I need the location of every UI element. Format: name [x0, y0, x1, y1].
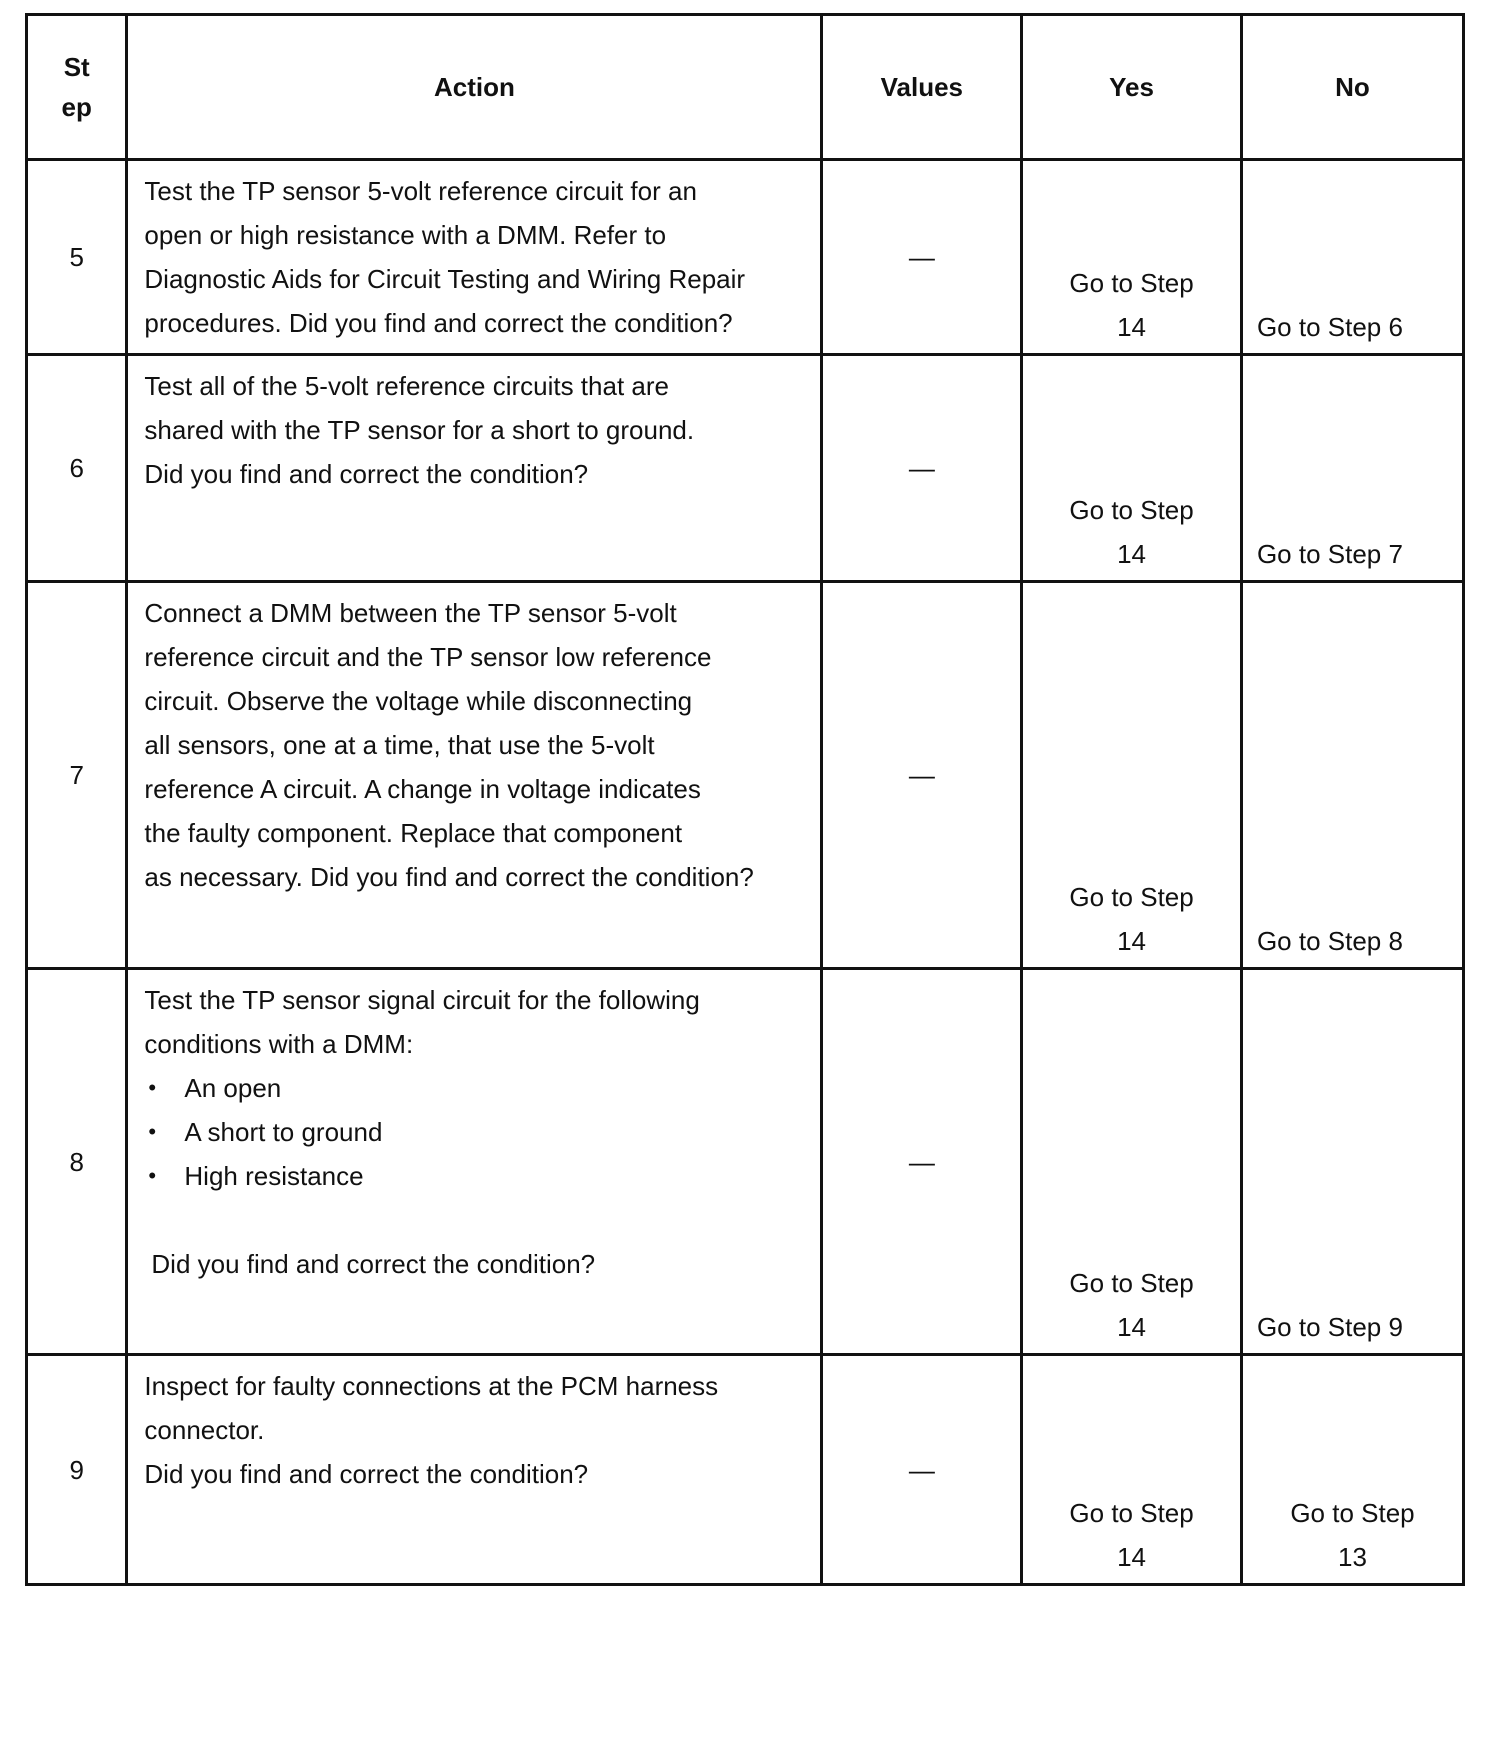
yes-cell: Go to Step 14	[1022, 582, 1242, 969]
diagnostic-table	[25, 13, 1465, 1586]
table-row	[27, 160, 1464, 355]
yes-cell: Go to Step 14	[1022, 355, 1242, 582]
table-row	[27, 969, 1464, 1355]
condition-list	[144, 1066, 808, 1198]
list-item: • A short to ground	[144, 1110, 808, 1154]
no-column-header: No	[1241, 15, 1463, 160]
value-cell: —	[822, 1355, 1022, 1585]
action-text: Inspect for faulty connections at the PCM harness connector. Did you find and correct the condition?	[127, 1355, 822, 1585]
action-text: Test the TP sensor 5-volt reference circuit for an open or high resistance with a DMM. Refer to Diagnostic Aids for Circuit Testing and Wiring Repair procedures. Did you find and correct the condition?	[127, 160, 822, 355]
yes-column-header: Yes	[1022, 15, 1242, 160]
yes-cell: Go to Step 14	[1022, 160, 1242, 355]
no-cell: Go to Step 6	[1241, 160, 1463, 355]
action-text: Connect a DMM between the TP sensor 5-volt reference circuit and the TP sensor low reference circuit. Observe the voltage while disconnecting all sensors, one at a time, that use the 5-volt reference A circuit. A change in voltage indicates the faulty component. Replace that component as necessary. Did you find and correct the condition?	[127, 582, 822, 969]
no-cell: Go to Step 9	[1241, 969, 1463, 1355]
action-text: Test the TP sensor signal circuit for the following conditions with a DMM: • An open • A short to ground • High resistance Did you find and correct the condition?	[127, 969, 822, 1355]
no-cell: Go to Step 8	[1241, 582, 1463, 969]
step-number: 5	[27, 160, 127, 355]
step-number: 7	[27, 582, 127, 969]
step-number: 8	[27, 969, 127, 1355]
value-cell: —	[822, 160, 1022, 355]
action-column-header: Action	[127, 15, 822, 160]
action-text: Test all of the 5-volt reference circuits that are shared with the TP sensor for a short to ground. Did you find and correct the condition?	[127, 355, 822, 582]
step-column-header: St ep	[27, 15, 127, 160]
step-number: 6	[27, 355, 127, 582]
value-cell: —	[822, 969, 1022, 1355]
list-item: • High resistance	[144, 1154, 808, 1198]
value-cell: —	[822, 355, 1022, 582]
no-cell: Go to Step 7	[1241, 355, 1463, 582]
list-item: • An open	[144, 1066, 808, 1110]
yes-cell: Go to Step 14	[1022, 969, 1242, 1355]
step-number: 9	[27, 1355, 127, 1585]
table-row	[27, 355, 1464, 582]
value-cell: —	[822, 582, 1022, 969]
table-header-row	[27, 15, 1464, 160]
yes-cell: Go to Step 14	[1022, 1355, 1242, 1585]
table-row	[27, 582, 1464, 969]
values-column-header: Values	[822, 15, 1022, 160]
no-cell: Go to Step 13	[1241, 1355, 1463, 1585]
table-row	[27, 1355, 1464, 1585]
